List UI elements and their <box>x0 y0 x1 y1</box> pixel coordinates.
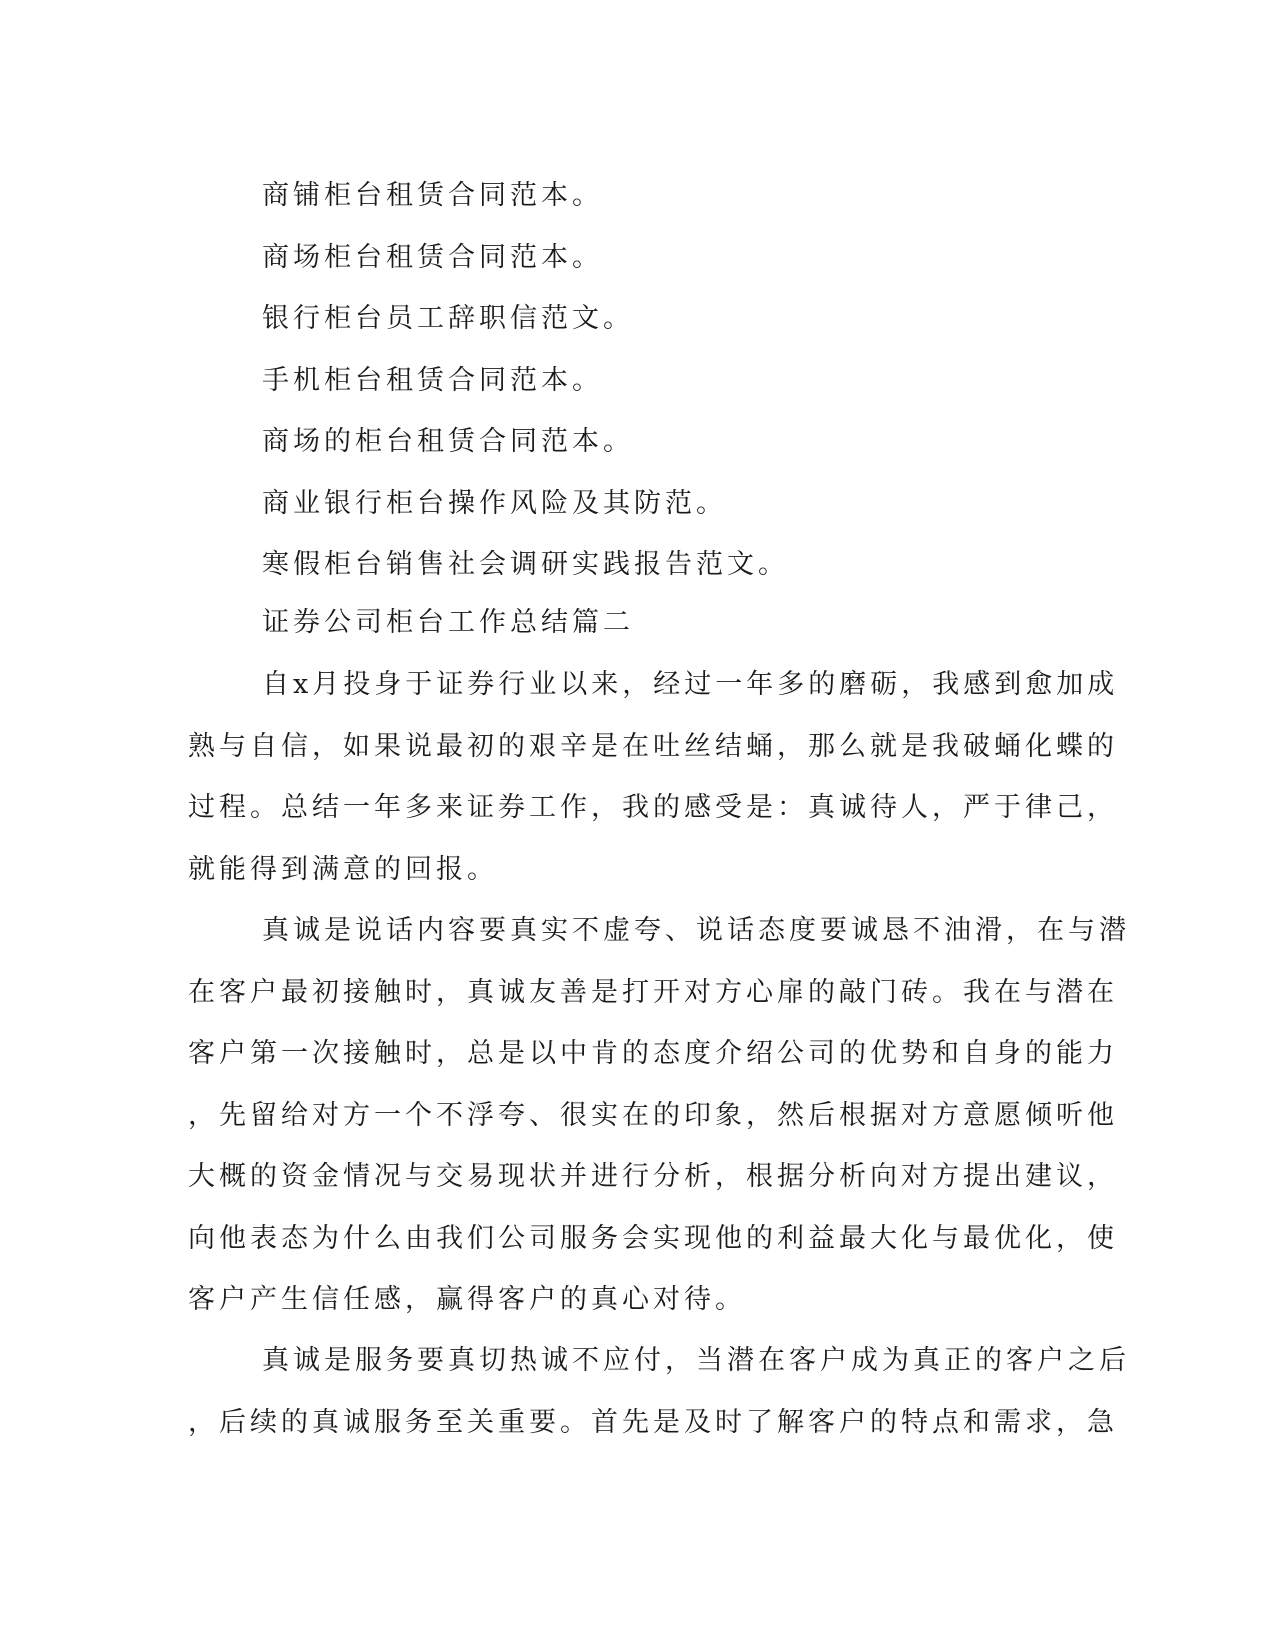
paragraph-line: 熟与自信，如果说最初的艰辛是在吐丝结蛹，那么就是我破蛹化蝶的 <box>188 730 1118 762</box>
paragraph-line: ，后续的真诚服务至关重要。首先是及时了解客户的特点和需求，急 <box>188 1406 1118 1438</box>
paragraph-2 <box>188 900 1130 1331</box>
list-item: 手机柜台租赁合同范本。 <box>262 364 603 396</box>
paragraph-line: 大概的资金情况与交易现状并进行分析，根据分析向对方提出建议， <box>188 1161 1118 1192</box>
list-item: 商场的柜台租赁合同范本。 <box>262 426 634 457</box>
paragraph-line: 真诚是服务要真切热诚不应付，当潜在客户成为真正的客户之后 <box>262 1345 1130 1376</box>
paragraph-line: 在客户最初接触时，真诚友善是打开对方心扉的敲门砖。我在与潜在 <box>188 976 1118 1008</box>
list-item: 商业银行柜台操作风险及其防范。 <box>262 487 727 519</box>
list-item: 商铺柜台租赁合同范本。 <box>262 180 603 211</box>
paragraph-3 <box>188 1330 1130 1453</box>
list-item: 商场柜台租赁合同范本。 <box>262 241 603 273</box>
paragraph-line: 客户产生信任感，赢得客户的真心对待。 <box>188 1284 746 1315</box>
paragraph-line: 就能得到满意的回报。 <box>188 853 498 885</box>
paragraph-1 <box>188 654 1119 900</box>
related-articles-list <box>262 165 789 596</box>
section-title: 证券公司柜台工作总结篇二 <box>262 607 634 638</box>
paragraph-line: 向他表态为什么由我们公司服务会实现他的利益最大化与最优化，使 <box>188 1222 1118 1254</box>
paragraph-line: 自x月投身于证券行业以来，经过一年多的磨砺，我感到愈加成 <box>262 669 1119 700</box>
list-item: 寒假柜台销售社会调研实践报告范文。 <box>262 549 789 580</box>
list-item: 银行柜台员工辞职信范文。 <box>262 303 634 334</box>
paragraph-line: ，先留给对方一个不浮夸、很实在的印象，然后根据对方意愿倾听他 <box>188 1099 1118 1131</box>
paragraph-line: 过程。总结一年多来证券工作，我的感受是：真诚待人，严于律己， <box>188 792 1118 823</box>
paragraph-line: 客户第一次接触时，总是以中肯的态度介绍公司的优势和自身的能力 <box>188 1038 1118 1069</box>
paragraph-line: 真诚是说话内容要真实不虚夸、说话态度要诚恳不油滑，在与潜 <box>262 915 1130 946</box>
